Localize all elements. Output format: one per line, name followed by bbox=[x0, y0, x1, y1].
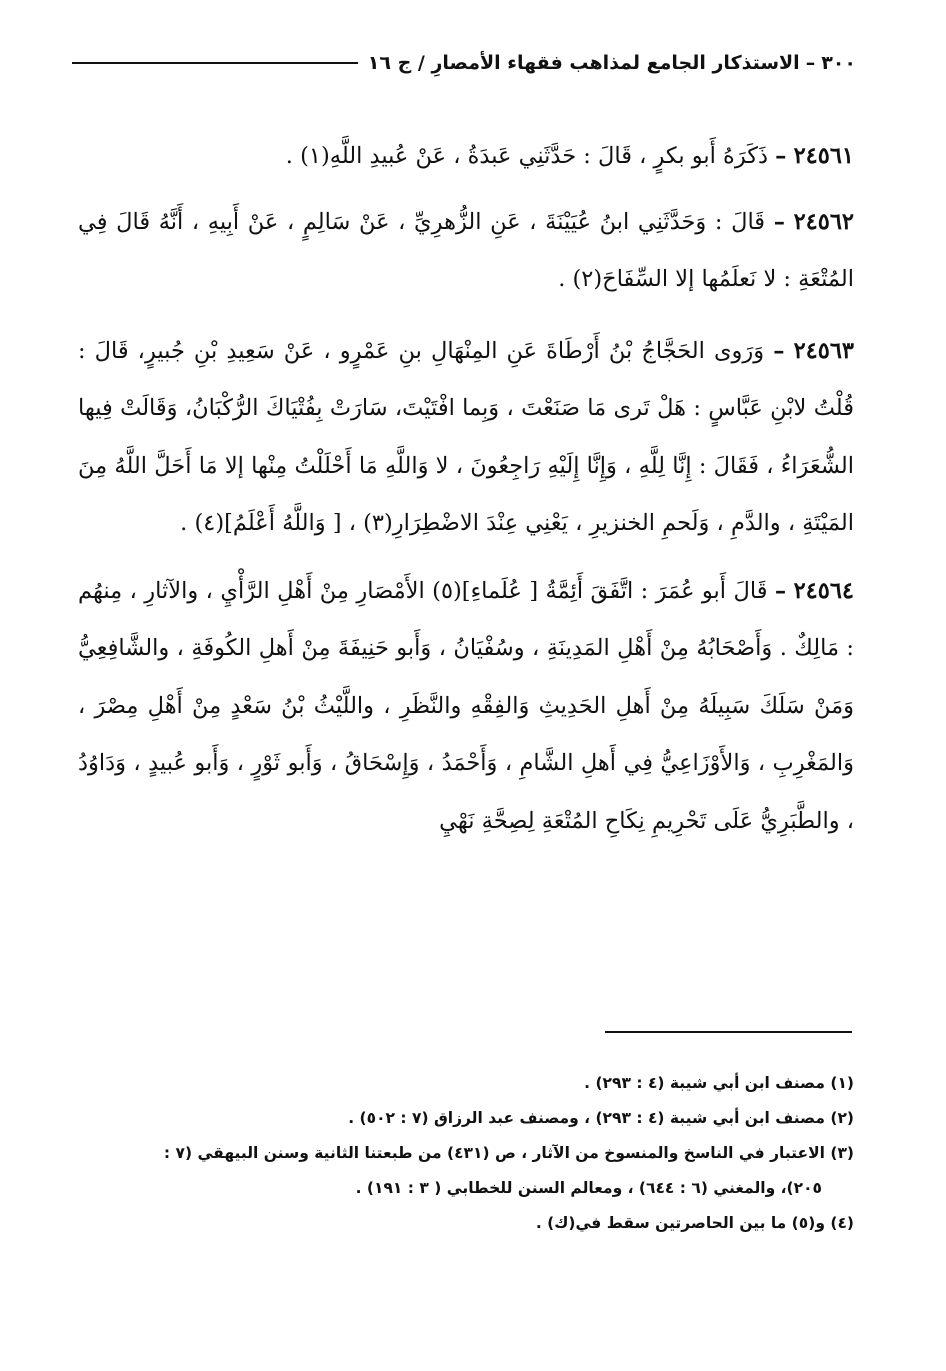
page-number: ٣٠٠ bbox=[821, 52, 856, 74]
entry-24562: ٢٤٥٦٢ – قَالَ : وَحَدَّثَنِي ابنُ عُيَيْنَةَ ، عَنِ الزُّهرِيِّ ، عَنْ سَالِمٍ ، عَنْ أَبِيهِ ، أَنَّهُ قَالَ فِي المُتْعَةِ : لا نَعلَمُها إلا السِّفَاحَ(٢) . bbox=[78, 208, 854, 292]
footnote-3-continuation: ٢٠٥)، والمغني (٦ : ٦٤٤) ، ومعالم السنن للخطابي ( ٣ : ١٩١) . bbox=[355, 1179, 822, 1197]
footnote-4-5 bbox=[100, 1206, 854, 1241]
header-separator: – bbox=[805, 52, 816, 74]
entry-24564: ٢٤٥٦٤ – قَالَ أَبو عُمَرَ : اتَّفَقَ أَئِمَّةُ [ عُلَماءِ](٥) الأَمْصَارِ مِنْ أَهْلِ الرَّأْيِ ، والآثارِ ، مِنهُم : مَالِكٌ . وَأَصْحَابُهُ مِنْ أَهْلِ المَدِينَةِ ، وسُفْيَانُ ، وَأَبو حَنِيفَةَ مِنْ أَهلِ الكُوفَةِ ، والشَّافِعِيُّ وَمَنْ سَلَكَ سَبِيلَهُ مِنْ أَهلِ الحَدِيثِ وَالفِقْهِ والنَّظَرِ ، واللَّيْثُ بْنُ سَعْدٍ مِنْ أَهْلِ مِصْرَ ، وَالمَغْرِبِ ، وَالأَوْزَاعِيُّ فِي أَهلِ الشَّامِ ، وَأَحْمَدُ ، وَإِسْحَاقُ ، وَأَبو ثَوْرٍ ، وَأَبو عُبيدٍ ، وَدَاوُدُ ، والطَّبَرِيُّ عَلَى تَحْرِيمِ نِكَاحِ المُتْعَةِ لِصِحَّةِ نَهْيِ bbox=[78, 577, 855, 834]
entry-text: وَرَوى الحَجَّاجُ بْنُ أَرْطَاةَ عَنِ المِنْهَالِ بنِ عَمْرٍو ، عَنْ سَعِيدِ بْنِ جُبيرٍ، قَالَ : قُلْتُ لابْنِ عَبَّاسٍ : هَلْ تَرى مَا صَنَعْتَ ، وَبِما افْتَيْتَ، سَارَتْ بِفُتْيَاكَ الرُّكْبَانُ، وَقَالَتْ فِيها الشُّعَرَاءُ ، فَقَالَ : إِنَّا لِلَّهِ ، وَإِنَّا إِلَيْهِ رَاجِعُونَ ، لا وَاللَّهِ مَا أَحْلَلْتُ مِنْها إلا مَا أَحَلَّ اللَّهُ مِنَ المَيْتَةِ ، والدَّمِ ، وَلَحمِ الخنزيرِ ، يَعْنِي عِنْدَ الاضْطِرَارِ(٣) ، [ وَاللَّهُ أَعْلَمُ](٤) . bbox=[78, 337, 854, 536]
entry-number: ٢٤٥٦١ bbox=[793, 143, 854, 169]
footnote-text: مصنف ابن أبي شيبة (٤ : ٢٩٣) . bbox=[584, 1074, 825, 1092]
footnote-1 bbox=[100, 1066, 854, 1101]
entry-24561: ٢٤٥٦١ – ذَكَرَهُ أَبو بكرٍ ، قَالَ : حَدَّثَنِي عَبدَةُ ، عَنْ عُبيدِ اللَّهِ(١) . bbox=[285, 143, 854, 169]
footnote-text: ما بين الحاصرتين سقط في(ك) . bbox=[535, 1214, 787, 1232]
entry-number: ٢٤٥٦٣ bbox=[793, 337, 855, 364]
footnote-marker: (٢) bbox=[830, 1109, 854, 1127]
footnote-2 bbox=[100, 1101, 854, 1136]
footnotes bbox=[100, 1066, 854, 1241]
entry-text: قَالَ أَبو عُمَرَ : اتَّفَقَ أَئِمَّةُ [ عُلَماءِ](٥) الأَمْصَارِ مِنْ أَهْلِ الرَّأْيِ ، والآثارِ ، مِنهُم : مَالِكٌ . وَأَصْحَابُهُ مِنْ أَهْلِ المَدِينَةِ ، وسُفْيَانُ ، وَأَبو حَنِيفَةَ مِنْ أَهلِ الكُوفَةِ ، والشَّافِعِيُّ وَمَنْ سَلَكَ سَبِيلَهُ مِنْ أَهلِ الحَدِيثِ وَالفِقْهِ والنَّظَرِ ، واللَّيْثُ بْنُ سَعْدٍ مِنْ أَهْلِ مِصْرَ ، وَالمَغْرِبِ ، وَالأَوْزَاعِيُّ فِي أَهلِ الشَّامِ ، وَأَحْمَدُ ، وَإِسْحَاقُ ، وَأَبو ثَوْرٍ ، وَأَبو عُبيدٍ ، وَدَاوُدُ ، والطَّبَرِيُّ عَلَى تَحْرِيمِ نِكَاحِ المُتْعَةِ لِصِحَّةِ نَهْيِ bbox=[78, 577, 854, 834]
footnote-marker: (٣) bbox=[830, 1144, 854, 1162]
entry-number: ٢٤٥٦٤ bbox=[793, 577, 855, 604]
entry-number: ٢٤٥٦٢ bbox=[793, 208, 854, 235]
footnote-3 bbox=[100, 1136, 854, 1171]
footnote-marker: (١) bbox=[830, 1074, 854, 1092]
footnote-text: مصنف ابن أبي شيبة (٤ : ٢٩٣) ، ومصنف عبد الرزاق (٧ : ٥٠٢) . bbox=[348, 1109, 825, 1127]
footnote-text: الاعتبار في الناسخ والمنسوخ من الآثار ، ص (٤٣١) من طبعتنا الثانية وسنن البيهقي (٧ : bbox=[163, 1144, 825, 1162]
header-rule bbox=[72, 62, 358, 64]
book-title: الاستذكار الجامع لمذاهب فقهاء الأمصارِ / ج ١٦ bbox=[367, 52, 800, 74]
main-text bbox=[78, 128, 854, 858]
running-header bbox=[72, 52, 856, 74]
entry-24563: ٢٤٥٦٣ – وَرَوى الحَجَّاجُ بْنُ أَرْطَاةَ عَنِ المِنْهَالِ بنِ عَمْرٍو ، عَنْ سَعِيدِ بْنِ جُبيرٍ، قَالَ : قُلْتُ لابْنِ عَبَّاسٍ : هَلْ تَرى مَا صَنَعْتَ ، وَبِما افْتَيْتَ، سَارَتْ بِفُتْيَاكَ الرُّكْبَانُ، وَقَالَتْ فِيها الشُّعَرَاءُ ، فَقَالَ : إِنَّا لِلَّهِ ، وَإِنَّا إِلَيْهِ رَاجِعُونَ ، لا وَاللَّهِ مَا أَحْلَلْتُ مِنْها إلا مَا أَحَلَّ اللَّهُ مِنَ المَيْتَةِ ، والدَّمِ ، وَلَحمِ الخنزيرِ ، يَعْنِي عِنْدَ الاضْطِرَارِ(٣) ، [ وَاللَّهُ أَعْلَمُ](٤) . bbox=[78, 337, 855, 536]
entry-text: قَالَ : وَحَدَّثَنِي ابنُ عُيَيْنَةَ ، عَنِ الزُّهرِيِّ ، عَنْ سَالِمٍ ، عَنْ أَبِيهِ ، أَنَّهُ قَالَ فِي المُتْعَةِ : لا نَعلَمُها إلا السِّفَاحَ(٢) . bbox=[78, 208, 854, 292]
entry-text: ذَكَرَهُ أَبو بكرٍ ، قَالَ : حَدَّثَنِي عَبدَةُ ، عَنْ عُبيدِ اللَّهِ(١) . bbox=[285, 143, 768, 169]
footnote-rule bbox=[605, 1031, 852, 1033]
footnote-marker: (٤) و(٥) bbox=[791, 1214, 854, 1232]
